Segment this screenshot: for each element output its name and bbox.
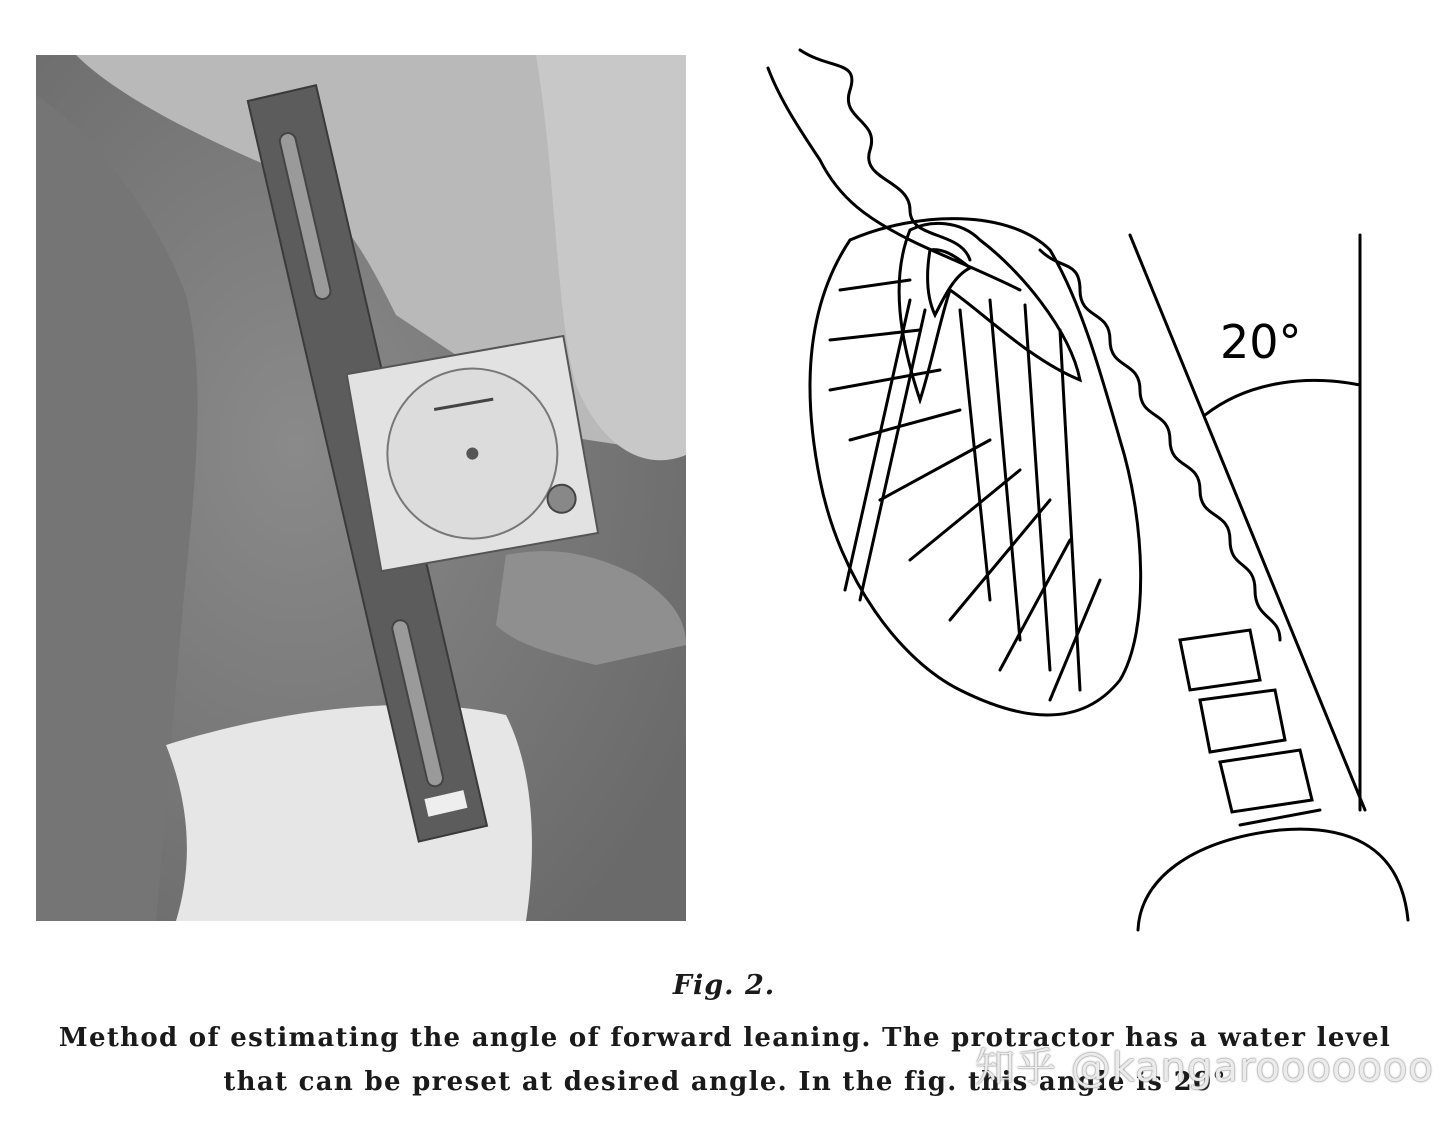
caption-line-2: that can be preset at desired angle. In the fig. this angle is 20° — [223, 1067, 1227, 1097]
figure-photograph — [36, 55, 686, 921]
figure-label: Fig. 2. — [672, 970, 776, 1001]
caption-line-1: Method of estimating the angle of forward leaning. The protractor has a water level — [58, 1023, 1392, 1053]
figure-drawing — [760, 40, 1420, 935]
angle-label: 20° — [1220, 315, 1302, 369]
watermark-text: 知乎 @kangarooooooo — [975, 1045, 1434, 1091]
photograph-of-back-icon — [36, 55, 686, 921]
spine-drawing-icon — [760, 40, 1420, 935]
